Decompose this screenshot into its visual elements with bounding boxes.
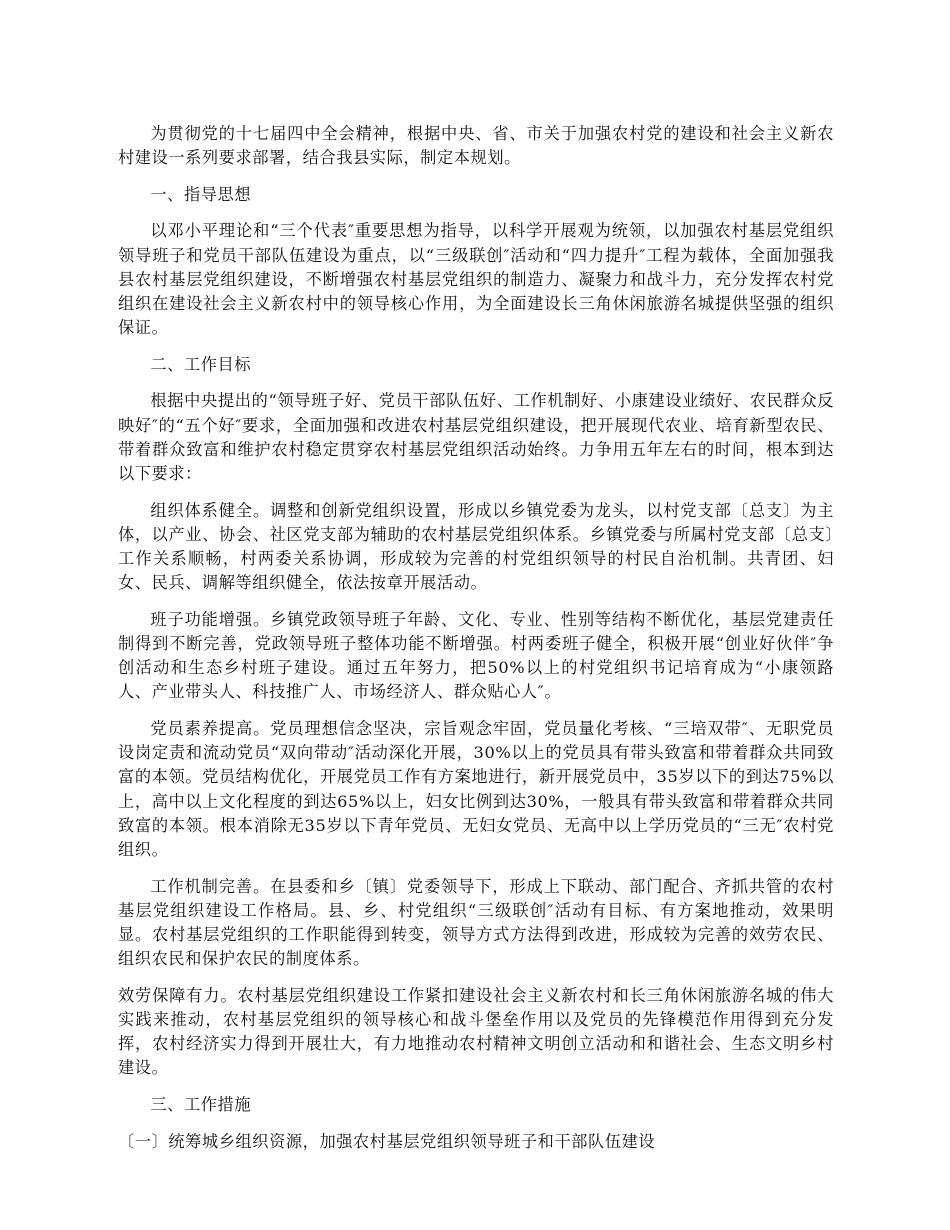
section-heading-guiding-ideology: 一、指导思想 [150, 184, 252, 204]
section-heading-work-goals: 二、工作目标 [150, 354, 252, 374]
paragraph-organization-system: 组织体系健全。调整和创新党组织设置，形成以乡镇党委为龙头，以村党支部〔总支〕为主体，以产业、协会、社区党支部为辅助的农村基层党组织体系。乡镇党委与所属村党支部〔总支〕工作关系顺畅，村两委关系协调，形成较为完善的村党组织领导的村民自治机制。共青团、妇女、民兵、调解等组织健全，依法按章开展活动。 [118, 500, 834, 593]
paragraph-guiding-ideology: 以邓小平理论和“三个代表″重要思想为指导，以科学开展观为统领，以加强农村基层党组织领导班子和党员干部队伍建设为重点，以“三级联创″活动和“四力提升″工程为载体，全面加强我县农村基层党组织建设，不断增强农村基层党组织的制造力、凝聚力和战斗力，充分发挥农村党组织在建设社会主义新农村中的领导核心作用，为全面建设长三角休闲旅游名城提供坚强的组织保证。 [118, 221, 834, 338]
document-body [118, 122, 834, 1166]
paragraph-member-quality: 党员素养提高。党员理想信念坚决，宗旨观念牢固，党员量化考核、“三培双带″、无职党员设岗定责和流动党员“双向带动″活动深化开展，30%以上的党员具有带头致富和带着群众共同致富的本领。党员结构优化，开展党员工作有方案地进行，新开展党员中，35岁以下的到达75%以上，高中以上文化程度的到达65%以上，妇女比例到达30%，一般具有带头致富和带着群众共同致富的本领。根本消除无35岁以下青年党员、无妇女党员、无高中以上学历党员的“三无″农村党组织。 [118, 719, 834, 860]
paragraph-team-function: 班子功能增强。乡镇党政领导班子年龄、文化、专业、性别等结构不断优化，基层党建责任制得到不断完善，党政领导班子整体功能不断增强。村两委班子健全，积极开展“创业好伙伴″争创活动和生态乡村班子建设。通过五年努力，把50%以上的村党组织书记培育成为“小康领路人、产业带头人、科技推广人、市场经济人、群众贴心人″。 [118, 609, 834, 702]
paragraph-work-mechanism: 工作机制完善。在县委和乡〔镇〕党委领导下，形成上下联动、部门配合、齐抓共管的农村基层党组织建设工作格局。县、乡、村党组织“三级联创″活动有目标、有方案地推动，效果明显。农村基层党组织的工作职能得到转变，领导方式方法得到改进，形成较为完善的效劳农民、组织农民和保护农民的制度体系。 [118, 876, 834, 969]
subsection-heading-1: 〔一〕统筹城乡组织资源，加强农村基层党组织领导班子和干部队伍建设 [118, 1131, 656, 1151]
intro-paragraph: 为贯彻党的十七届四中全会精神，根据中央、省、市关于加强农村党的建设和社会主义新农村建设一系列要求部署，结合我县实际，制定本规划。 [118, 124, 834, 168]
paragraph-service-guarantee: 效劳保障有力。农村基层党组织建设工作紧扣建设社会主义新农村和长三角休闲旅游名城的伟大实践来推动，农村基层党组织的领导核心和战斗堡垒作用以及党员的先锋模范作用得到充分发挥，农村经济实力得到开展壮大，有力地推动农村精神文明创立活动和和谐社会、生态文明乡村建设。 [118, 985, 834, 1078]
section-heading-work-measures: 三、工作措施 [150, 1095, 252, 1115]
paragraph-work-goals: 根据中央提出的“领导班子好、党员干部队伍好、工作机制好、小康建设业绩好、农民群众反映好″的“五个好″要求，全面加强和改进农村基层党组织建设，把开展现代农业、培育新型农民、带着群众致富和维护农村稳定贯穿农村基层党组织活动始终。力争用五年左右的时间，根本到达以下要求： [118, 391, 834, 483]
